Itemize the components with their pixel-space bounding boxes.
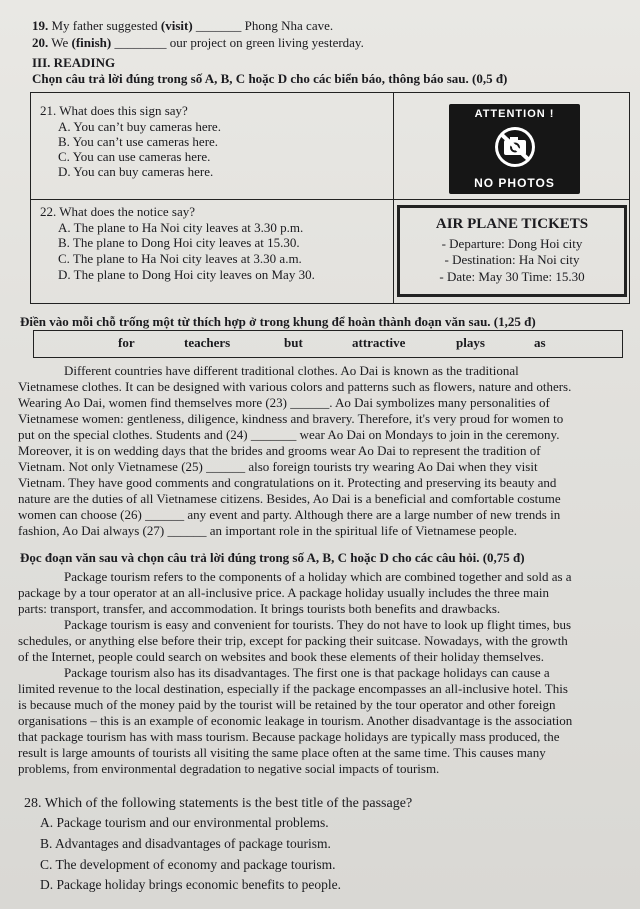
section-instruction: Chọn câu trả lời đúng trong số A, B, C hoặc D cho các biển báo, thông báo sau. (0,5 đ) [32,71,508,86]
passage2-line: that package tourism has with mass tourism. Because package holidays are typically mass produced, the [18,729,560,744]
passage2-line: limited revenue to the local destination, especially if the package encompasses an all-inclusive hotel. This [18,681,568,696]
q19-number: 19. [32,18,49,33]
q20-hint: (finish) [71,35,112,50]
notice-date-time: - Date: May 30 Time: 15.30 [439,269,585,284]
airplane-ticket-notice [397,205,627,297]
table-column-divider [393,93,394,303]
section-title: III. READING [32,55,116,70]
fill-instruction: Điền vào mỗi chỗ trống một từ thích hợp ở trong khung để hoàn thành đoạn văn sau. (1,25 đ) [20,314,536,329]
passage2-line: parts: transport, transfer, and accommodation. It brings tourists both benefits and drawbacks. [18,601,501,616]
passage2-line: package by a tour operator at an all-inclusive price. A package holiday usually includes the three main [18,585,550,600]
word-box [33,330,623,358]
passage2-line: organisations – this is an example of economic leakage in tourism. Another disadvantage is the association [18,713,573,728]
passage2-line: problems, from environmental degradation to negative social impacts of tourism. [18,761,440,776]
notice-departure: - Departure: Dong Hoi city [441,236,583,251]
passage1-line: Wearing Ao Dai, women find themselves more (23) ______. Ao Dai symbolizes many personalities of [18,395,550,410]
passage1-line: Vietnam. Not only Vietnamese (25) ______ also foreign tourists try wearing Ao Dai when they visit [18,459,538,474]
word-attractive: attractive [352,335,406,350]
passage1-line: women can choose (26) ______ any event and party. Although there are a large number of new trends in [18,507,561,522]
q22-option-a[interactable]: A. The plane to Ha Noi city leaves at 3.30 p.m. [58,220,304,235]
sign-attention-text: ATTENTION ! [474,108,555,120]
q19-tail: Phong Nha cave. [244,18,334,33]
question-20 [32,35,364,50]
word-but: but [284,335,303,350]
q22-option-d[interactable]: D. The plane to Dong Hoi city leaves on May 30. [58,267,315,282]
passage2-line: Package tourism refers to the components of a holiday which are combined together and sold as a [64,569,572,584]
q20-blank[interactable]: ________ [114,35,167,50]
q22-question: 22. What does the notice say? [40,204,195,219]
q21-option-d[interactable]: D. You can buy cameras here. [58,164,214,179]
passage1-line: fashion, Ao Dai always (27) ______ an important role in the spiritual life of Vietnamese people. [18,523,517,538]
q19-hint: (visit) [160,18,193,33]
q28-option-a[interactable]: A. Package tourism and our environmental problems. [40,815,329,830]
passage2-line: schedules, or anything else before their trip, except for packing their suitcase. Nowadays, with the growth [18,633,568,648]
notice-title: AIR PLANE TICKETS [435,216,589,232]
notice-destination: - Destination: Ha Noi city [444,252,580,267]
q19-blank[interactable]: _______ [195,18,242,33]
passage1-line: put on the special clothes. Students and (24) _______ wear Ao Dai on Mondays to join in the ceremony. [18,427,560,442]
q20-number: 20. [32,35,49,50]
q21-option-b[interactable]: B. You can’t use cameras here. [58,134,219,149]
q22-option-b[interactable]: B. The plane to Dong Hoi city leaves at 15.30. [58,235,300,250]
passage1-line: Vietnam. They have good comments and congratulations on it. Protecting and preserving its beauty and [18,475,557,490]
sign-no-photos-text: NO PHOTOS [474,176,555,190]
passage2-line: Package tourism is easy and convenient for tourists. They do not have to look up flight times, bus [64,617,572,632]
q19-text: My father suggested [51,18,158,33]
no-photos-sign [449,104,580,194]
passage1-line: Vietnamese women: gentleness, diligence, kindness and bravery. Therefore, it's very proud for women to [18,411,564,426]
reading-instruction: Đọc đoạn văn sau và chọn câu trả lời đúng trong số A, B, C hoặc D cho các câu hỏi. (0,75 đ) [20,550,525,565]
passage1-line: Different countries have different traditional clothes. Ao Dai is known as the traditional [64,363,519,378]
table-row-divider [31,199,629,200]
q28-option-d[interactable]: D. Package holiday brings economic benefits to people. [40,877,342,892]
q20-tail: our project on green living yesterday. [169,35,364,50]
passage2-line: result is large amounts of tourists all visiting the same place often at the same time. This causes many [18,745,546,760]
q21-option-a[interactable]: A. You can’t buy cameras here. [58,119,221,134]
word-teachers: teachers [184,335,231,350]
passage2-line: is because much of the money paid by the tourist will be retained by the tour operator and other foreign [18,697,556,712]
q22-option-c[interactable]: C. The plane to Ha Noi city leaves at 3.30 a.m. [58,251,302,266]
passage2-line: of the Internet, people could search on websites and book these elements of their holiday themselves. [18,649,544,664]
q28-question: 28. Which of the following statements is the best title of the passage? [24,796,413,811]
passage2-line: Package tourism also has its disadvantages. The first one is that package holidays can cause a [64,665,550,680]
passage-ao-dai [18,363,624,539]
word-for: for [118,335,135,350]
q28-option-c[interactable]: C. The development of economy and package tourism. [40,857,336,872]
q21-option-c[interactable]: C. You can use cameras here. [58,149,211,164]
q21-question: 21. What does this sign say? [40,103,188,118]
q28-option-b[interactable]: B. Advantages and disadvantages of package tourism. [40,836,331,851]
no-camera-icon [492,124,538,170]
passage1-line: nature are the duties of all Vietnamese citizens. Besides, Ao Dai is a beneficial and comfortable costume [18,491,561,506]
word-as: as [534,335,546,350]
word-plays: plays [456,335,485,350]
passage1-line: Moreover, it is on wedding days that the brides and grooms wear Ao Dai to represent the tradition of [18,443,541,458]
q20-text: We [51,35,69,50]
question-19 [32,18,333,33]
passage-package-tourism [18,569,624,777]
passage1-line: Vietnamese clothes. It can be designed with various colors and patterns such as flowers, nature and others. [18,379,572,394]
